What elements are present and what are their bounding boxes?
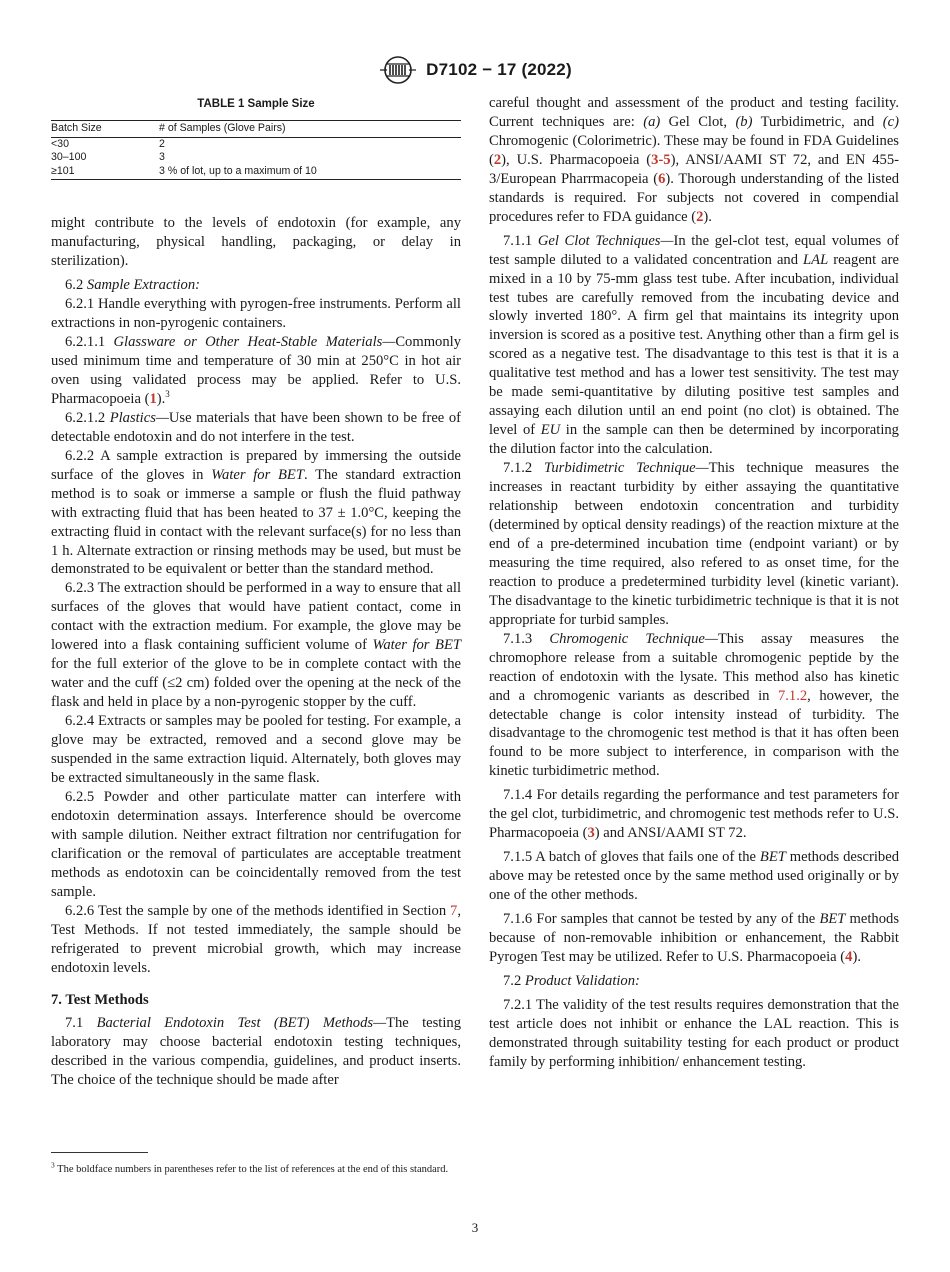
reference-link[interactable]: 3 (587, 825, 595, 842)
table-row (51, 165, 461, 180)
section-number: 6.2.1.1 (65, 334, 106, 351)
paragraph-6-2-4: 6.2.4 Extracts or samples may be pooled for testing. For example, a glove may be extracted, removed and a second glove may be suspended in the same extraction liquid. Alternately, both gloves may be extracted simultaneously in the same flask. (51, 713, 461, 786)
paragraph-text: In the gel-clot test, equal volumes of test sample diluted to a validated concentration and (489, 232, 899, 268)
paragraph-text: careful thought and assessment of the product and testing facility. Current techniques are: (489, 95, 899, 130)
paragraph: might contribute to the levels of endotoxin (for example, any manufacturing, physical handling, packaging, or delay in sterilization). (51, 215, 461, 270)
paragraph-7-1-2 (489, 459, 899, 630)
reference-link[interactable]: 2 (493, 151, 502, 168)
table-cell: 30–100 (51, 151, 87, 164)
page-number: 3 (471, 1220, 479, 1235)
section-number: 7.1.1 (503, 232, 533, 249)
reference-link[interactable]: 4 (845, 948, 853, 965)
footnote-divider (51, 1152, 148, 1153)
paragraph-text: ), ANSI/AAMI ST 72, and EN 455-3/European Pharrmacopeia ( (489, 151, 899, 187)
section-title: Turbidimetric Technique— (544, 460, 709, 477)
italic-term: Water for BET (211, 466, 304, 483)
paragraph-text: in the sample can then be determined by incorporating the dilution factor into the calculation. (489, 422, 899, 458)
paragraph-text: ). (703, 208, 712, 225)
footnote (51, 1162, 461, 1177)
section-link[interactable]: 7.1.2 (777, 687, 808, 704)
table-cell: ≥101 (51, 165, 159, 180)
paragraph-7-1-1 (489, 232, 899, 459)
section-number: 7.1.2 (503, 460, 533, 477)
table-cell: <30 (51, 137, 69, 150)
paragraph-text: reagent are mixed in a 10 by 75-mm glass test tube. After incubation, individual test tubes are carefully removed from the incubating device and slowly inverted 180°. A firm gel that maintains its integrity upon inversion is scored as a positive test. Anything other than a firm gel is scored as a negative test. The disadvantage to this test is that it is a qualitative test method and has a lower test sensitivity. The test may be made semi-quantitative by diluting positive test samples and assaying each dilution until an end point (no clot) is obtained. The level of (489, 251, 899, 439)
italic-term: BET (819, 911, 846, 928)
paragraph-6-2-1: 6.2.1 Handle everything with pyrogen-free instruments. Perform all extractions in non-pyrogenic containers. (51, 296, 461, 332)
document-title: D7102 − 17 (2022) (426, 60, 572, 79)
paragraph-text: The testing laboratory may choose bacterial endotoxin testing techniques, described in the various compendia, guidelines, and product inserts. The choice of the technique should be made after (51, 1015, 461, 1089)
table-header-row (51, 120, 461, 137)
left-column (51, 95, 461, 1090)
page-header (0, 54, 950, 86)
italic-term: Water for BET (372, 637, 461, 654)
paragraph-text: for the full exterior of the glove to be in complete contact with the water and the cuff (≤2 cm) folded over the opening at the neck of the flask and held in place by a non-pyrogenic stopper by the cuff. (51, 656, 461, 711)
table-row (51, 137, 461, 151)
paragraph-text: methods because of non-removable inhibition or enhancement, the Rabbit Pyrogen Test may be utilized. Refer to U.S. Pharmacopoeia ( (489, 911, 899, 965)
section-title: Glassware or Other Heat-Stable Materials— (113, 334, 396, 351)
sample-size-table (51, 120, 461, 180)
paragraph-7-1-4 (489, 786, 899, 843)
paragraph-text: ). Thorough understanding of the listed standards is required. For subjects not covered in compendial procedures refer to FDA guidance ( (489, 170, 900, 225)
section-heading-7: 7. Test Methods (51, 992, 149, 1009)
section-number: 7.2 (503, 972, 522, 989)
paragraph-6-2-2 (51, 447, 461, 580)
list-marker: (c) (882, 113, 899, 130)
table-row (51, 151, 461, 165)
reference-link[interactable]: 2 (696, 208, 704, 225)
paragraph-text: , Test Methods. If not tested immediately, the sample should be refrigerated to prevent microbial growth, which may increase endotoxin levels. (51, 902, 461, 976)
paragraph-text: Turbidimetric, and (752, 113, 883, 130)
section-title: Bacterial Endotoxin Test (BET) Methods— (96, 1015, 387, 1032)
section-title: Sample Extraction: (86, 277, 200, 294)
paragraph-6-2-1-1 (51, 333, 461, 409)
paragraph-text: , however, the detectable change is color intensity instead of turbidity. The disadvantage to the chromogenic test method is that it has often been found to be more subject to interference, in comparison with the kinetic turbidimetric method. (489, 687, 899, 780)
italic-term: LAL (803, 251, 829, 268)
paragraph-7-1-5 (489, 848, 899, 905)
paragraph-text: ). (156, 390, 166, 407)
paragraph-text: 6.2.3 The extraction should be performed in a way to ensure that all surfaces of the gloves that would have patient contact, come in contact with the extraction medium. For example, the glove may be lowered into a flask containing sufficient volume of (51, 580, 461, 654)
paragraph-6-2-5: 6.2.5 Powder and other particulate matter can interfere with endotoxin determination assays. Interference should be overcome with sample dilution. Neither extract filtration nor centrifugation for clarification or the removal of particulates are acceptable treatment methods as endotoxin can be coincidentally removed from the test sample. (51, 788, 461, 900)
italic-term: BET (759, 849, 786, 866)
paragraph-text: 7.1.6 For samples that cannot be tested by any of the (503, 911, 820, 928)
paragraph-6-2-3 (51, 579, 461, 712)
section-number: 7.1.3 (503, 630, 533, 647)
table-cell: 2 (159, 137, 165, 150)
section-title: Chromogenic Technique— (549, 630, 718, 647)
section-heading-6-2 (51, 276, 461, 295)
paragraph-text: 7.1.5 A batch of gloves that fails one of the (503, 849, 760, 866)
reference-link[interactable]: 1 (149, 390, 157, 407)
reference-link[interactable]: 3-5 (651, 151, 671, 168)
reference-link[interactable]: 6 (658, 170, 666, 187)
paragraph-text: 6.2.2 A sample extraction is prepared by immersing the outside surface of the gloves in (51, 447, 461, 483)
column-header: # of Samples (Glove Pairs) (159, 120, 461, 137)
section-number: 6.2 (65, 277, 84, 294)
right-column (489, 94, 899, 1072)
table-cell: 3 % of lot, up to a maximum of 10 (159, 165, 461, 180)
paragraph-7-2-1: 7.2.1 The validity of the test results requires demonstration that the test article does not inhibit or enhance the LAL reaction. This is demonstrated through suitability testing for each product or product family by performing inhibition/ enhancement testing. (489, 996, 899, 1070)
section-title: Product Validation: (524, 972, 640, 989)
table-title: TABLE 1 Sample Size (197, 98, 315, 110)
paragraph-text: ) and ANSI/AAMI ST 72. (594, 825, 747, 842)
paragraph-6-2-1-2 (51, 409, 461, 447)
paragraph-7-1-6 (489, 910, 899, 967)
section-link[interactable]: 7 (450, 902, 458, 919)
paragraph-text: . The standard extraction method is to soak or immerse a sample or flush the fluid pathway with extracting fluid that has been heated to 37 ± 1.0°C, keeping the extracting fluid in contact with the relevant surface(s) for no less than 1 h. Alternate extraction or rinsing methods may be used, but must be demonstrated to be equivalent or better than the standard method. (51, 466, 462, 578)
paragraph-text: methods described above may be retested once by the same method used originally or by one of the other methods. (489, 849, 900, 904)
paragraph-text: This assay measures the chromophore release from a suitable chromogenic peptide by the reaction of endotoxin with the lysate. This method also has kinetic and a chromogenic variants as described in (489, 630, 899, 704)
footnote-text: The boldface numbers in parentheses refer to the list of references at the end of this standard. (54, 1164, 449, 1175)
paragraph-text: ). (852, 948, 861, 965)
list-marker: (a) (643, 113, 661, 130)
paragraph-text: 6.2.6 Test the sample by one of the methods identified in Section (65, 902, 451, 919)
section-title: Gel Clot Techniques— (537, 232, 674, 249)
table-cell: 3 (159, 151, 165, 164)
section-title: Plastics— (109, 409, 169, 426)
section-number: 7.1 (65, 1015, 84, 1032)
paragraph-text: Chromogenic (Colorimetric). These may be found in FDA Guidelines ( (489, 132, 899, 168)
paragraph-text: Gel Clot, (660, 113, 736, 130)
paragraph-text: Commonly used minimum time and temperature of 30 min at 250°C in hot air oven using validated process may be applied. Refer to U.S. Pharmacopoeia ( (51, 334, 461, 407)
italic-term: EU (540, 422, 561, 439)
paragraph-7-1 (51, 1014, 461, 1090)
section-heading-7-2 (489, 972, 899, 991)
paragraph-text: Use materials that have been shown to be free of detectable endotoxin and do not interfere in the test. (51, 409, 461, 445)
paragraph-text: ), U.S. Pharmacopoeia ( (501, 151, 652, 168)
footnote-marker: 3 (165, 389, 170, 400)
paragraph-6-2-6 (51, 902, 461, 978)
paragraph-text: This technique measures the increases in reactant turbidity by either assaying the quantitative relationship between endotoxin concentration and turbidity (determined by optical density readings) of the reaction mixture at the end of a pre-determined incubation time (endpoint variant) or by measuring the time required, also refered to as onset time, for the reaction to produce a predetermined turbidity level (kinetic variant). The disadvantage to the kinetic turbidimetric technique is that it is not appropriate for turbid samples. (489, 460, 899, 628)
paragraph (489, 94, 899, 227)
astm-logo-icon (378, 55, 418, 85)
paragraph-7-1-3 (489, 630, 899, 782)
paragraph-text: 7.1.4 For details regarding the performance and test parameters for the gel clot, turbidimetric, and chromogenic test methods refer to U.S. Pharmacopoeia ( (489, 787, 899, 842)
column-header: Batch Size (51, 120, 159, 137)
footnote-number: 3 (51, 1160, 55, 1170)
list-marker: (b) (735, 113, 753, 130)
section-number: 6.2.1.2 (65, 409, 106, 426)
